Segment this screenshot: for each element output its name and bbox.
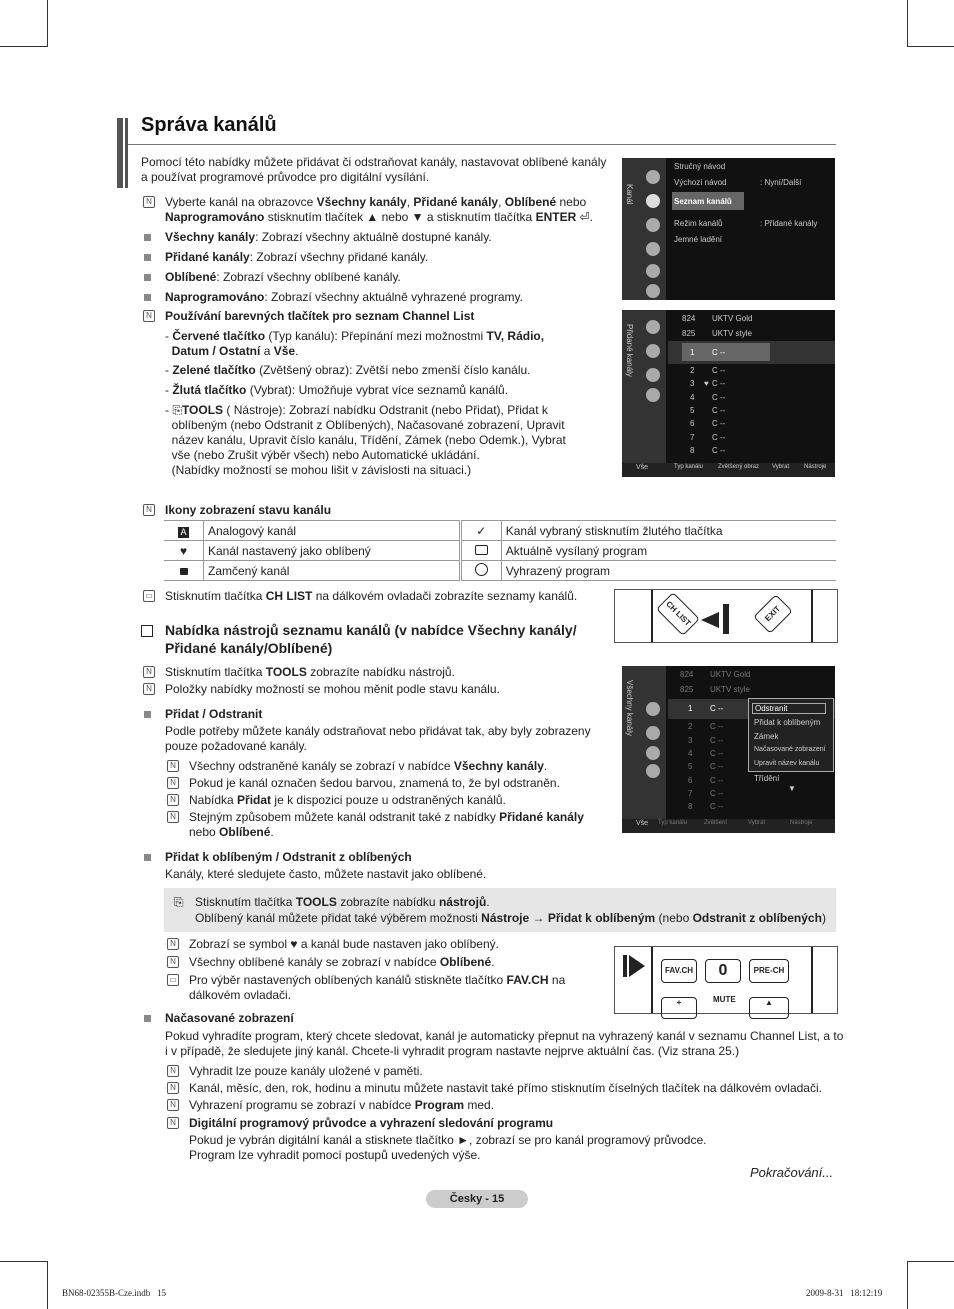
osd-ch-name: UKTV style xyxy=(712,329,753,338)
osd-list-ch: C -- xyxy=(710,704,724,713)
note-icon: N xyxy=(167,1082,179,1094)
osd-list-ch: C -- xyxy=(710,776,724,785)
bullet-square xyxy=(144,254,151,261)
prech-button[interactable]: PRE-CH xyxy=(749,959,789,983)
osd-bar-zoom: Zvětšení xyxy=(704,820,728,826)
note-icon: N xyxy=(143,666,155,678)
osd-ch-name: UKTV Gold xyxy=(712,314,753,323)
remote-note-icon: ▭ xyxy=(143,590,155,602)
osd-bar-tools: Nástroje xyxy=(804,464,827,470)
timer-note-4-title: Digitální programový průvodce a vyhrazení sledování programu xyxy=(189,1116,554,1130)
osd-row: Jemné ladění xyxy=(674,235,723,244)
red-button-desc: - Červené tlačítko (Typ kanálu): Přepínání mezi možnostmi TV, Rádio, Datum / Ostatní a Vše. xyxy=(165,329,545,358)
exit-button[interactable]: EXIT xyxy=(753,594,793,634)
osd-list-ch: C -- xyxy=(710,802,724,811)
bullet-favorites: Oblíbené: Zobrazí všechny oblíbené kanály. xyxy=(165,270,401,284)
osd-list-ch: C -- xyxy=(712,393,726,402)
remote-chlist-illustration xyxy=(614,589,838,643)
osd-bar-zoom: Zvětšený obraz xyxy=(718,464,760,470)
osd-side-label: Kanál xyxy=(625,184,634,205)
note-icon: N xyxy=(167,760,179,772)
osd-row-value: : Přidané kanály xyxy=(760,219,818,228)
osd-list-item[interactable]: 5 xyxy=(690,406,695,415)
bullet-square xyxy=(144,234,151,241)
add-note-3: Nabídka Přidat je k dispozici pouze u odstraněných kanálů. xyxy=(189,793,506,807)
channel-up-button[interactable]: ▲ xyxy=(749,997,789,1019)
antenna-icon xyxy=(646,170,660,184)
osd-all-channels-tools xyxy=(622,666,835,833)
remote-favch-illustration xyxy=(614,946,838,1014)
timer-text: Pokud vyhradíte program, který chcete sledovat, kanál je automaticky přepnut na vyhrazený kanál v seznamu Channel List, a to i v případě, že sledujete jiný kanál. Chcete-li vyhradit program nastavte nejprve aktuální čas. (Viz strana 25.) xyxy=(165,1029,844,1058)
osd-list-fav: ♥ xyxy=(704,379,709,388)
osd-bar-select: Vybrat xyxy=(772,464,790,470)
osd-list-item[interactable]: 1 xyxy=(690,348,695,357)
timer-note-3: Vyhrazení programu se zobrazí v nabídce Program med. xyxy=(189,1098,495,1112)
osd-channel-menu xyxy=(622,158,835,300)
osd-list-item[interactable]: 8 xyxy=(688,802,693,811)
section-title: Nabídka nástrojů seznamu kanálů (v nabídce Všechny kanály/ Přidané kanály/Oblíbené) xyxy=(165,622,577,656)
continued-label: Pokračování... xyxy=(750,1165,834,1180)
osd-list-ch: C -- xyxy=(712,406,726,415)
timer-title: Načasované zobrazení xyxy=(165,1011,294,1025)
remote-note-icon: ▭ xyxy=(167,974,179,986)
input-icon xyxy=(646,264,660,278)
status-label: Vyhrazený program xyxy=(501,561,836,581)
note-icon: N xyxy=(167,938,179,950)
clock-icon xyxy=(646,764,660,778)
check-icon: ✓ xyxy=(460,521,501,541)
note-icon: N xyxy=(167,1117,179,1129)
intro-text: Pomocí této nabídky můžete přidávat či odstraňovat kanály, nastavovat oblíbené kanály a používat programové průvodce pro digitální vysílání. xyxy=(141,155,607,184)
add-remove-text: Podle potřeby můžete kanály odstraňovat nebo přidávat tak, aby byly zobrazeny pouze požadované kanály. xyxy=(165,724,591,753)
osd-list-ch: C -- xyxy=(710,722,724,731)
osd-ch-num: 825 xyxy=(682,329,696,338)
osd-ch-num: 825 xyxy=(680,685,694,694)
page-title: Správa kanálů xyxy=(141,114,277,136)
status-label: Aktuálně vysílaný program xyxy=(501,541,836,561)
add-note-4: Stejným způsobem můžete kanál odstranit také z nabídky Přidané kanály nebo Oblíbené. xyxy=(189,810,584,839)
heart-icon xyxy=(646,746,660,760)
note-icon: N xyxy=(167,1099,179,1111)
color-buttons-heading: Používání barevných tlačítek pro seznam Channel List xyxy=(165,309,475,323)
status-label: Kanál nastavený jako oblíbený xyxy=(204,541,461,561)
osd-bar-tools: Nástroje xyxy=(790,820,813,826)
bullet-square xyxy=(144,1015,151,1022)
note-icon: N xyxy=(167,794,179,806)
note-icon: N xyxy=(143,683,155,695)
note-icon: N xyxy=(167,956,179,968)
tools-menu-item[interactable]: Odstranit xyxy=(752,703,826,714)
tools-menu-item[interactable]: Načasované zobrazení xyxy=(754,746,826,753)
bullet-added-channels: Přidané kanály: Zobrazí všechny přidané kanály. xyxy=(165,250,429,264)
osd-row: Režim kanálů xyxy=(674,219,723,228)
osd-list-item[interactable]: 6 xyxy=(690,419,695,428)
osd-list-ch: C -- xyxy=(712,433,726,442)
note-icon: N xyxy=(167,811,179,823)
fav-note-1: Zobrazí se symbol ♥ a kanál bude nastaven jako oblíbený. xyxy=(189,937,499,951)
favorites-box-line2: Oblíbený kanál můžete přidat také výběrem možnosti Nástroje → Přidat k oblíbeným (nebo Odstranit z oblíbených) xyxy=(195,911,826,925)
timer-note-4-text: Pokud je vybrán digitální kanál a stisknete tlačítko ►, zobrazí se pro kanál programový průvodce. Program lze vyhradit pomocí postupů uvedených výše. xyxy=(189,1133,707,1162)
osd-row-selected[interactable]: Seznam kanálů xyxy=(674,197,732,206)
osd-list-item[interactable]: 6 xyxy=(688,776,693,785)
tools-button-desc: - ⎘TOOLS ( Nástroje): Zobrazí nabídku Odstranit (nebo Přidat), Přidat k oblíbeným (nebo Odstranit z Oblíbených), Načasované zobrazení, Upravit název kanálu, Upravit číslo kanálu, Třídění, Zámek (nebo Odemk.), Vybrat vše (nebo Zrušit výběr všech) nebo Automatické ukládání. (Nabídky možností se mohou lišit v závislosti na situaci.) xyxy=(165,403,566,477)
tv-icon xyxy=(460,541,501,561)
fav-note-3: Pro výběr nastavených oblíbených kanálů stiskněte tlačítko FAV.CH na dálkovém ovladači. xyxy=(189,973,566,1002)
add-note-2: Pokud je kanál označen šedou barvou, znamená to, že byl odstraněn. xyxy=(189,776,560,790)
analog-icon: A xyxy=(164,521,204,541)
bullet-all-channels: Všechny kanály: Zobrazí všechny aktuálně dostupné kanály. xyxy=(165,230,492,244)
channel-icon xyxy=(646,194,660,208)
osd-list-item[interactable]: 3 xyxy=(690,379,695,388)
fav-note-2: Všechny oblíbené kanály se zobrazí v nabídce Oblíbené. xyxy=(189,955,495,969)
tools-menu-item[interactable]: Zámek xyxy=(754,732,779,741)
bullet-square xyxy=(144,854,151,861)
osd-bar-select: Vybrat xyxy=(748,820,766,826)
sound-icon xyxy=(646,242,660,256)
table-row xyxy=(164,561,836,581)
bar-marker xyxy=(723,604,729,634)
osd-row: Výchozí návod xyxy=(674,178,727,187)
osd-highlight-inner xyxy=(682,343,770,361)
osd-list-item[interactable]: 1 xyxy=(688,704,693,713)
title-accent-bar xyxy=(117,118,123,188)
favorites-title: Přidat k oblíbeným / Odstranit z oblíbených xyxy=(165,850,412,864)
tools-menu-item[interactable]: Přidat k oblíbeným xyxy=(754,718,821,727)
note-icon: N xyxy=(167,777,179,789)
table-row xyxy=(164,541,836,561)
osd-list-ch: C -- xyxy=(712,446,726,455)
imprint-left: BN68-02355B-Cze.indb 15 xyxy=(62,1288,166,1298)
status-label: Analogový kanál xyxy=(204,521,461,541)
osd-list-ch: C -- xyxy=(712,419,726,428)
osd-list-ch: C -- xyxy=(712,379,726,388)
osd-list-ch: C -- xyxy=(712,366,726,375)
osd-side-label: Přidané kanály xyxy=(625,324,634,377)
imprint-right: 2009-8-31 18:12:19 xyxy=(806,1288,883,1298)
timer-note-1: Vyhradit lze pouze kanály uložené v paměti. xyxy=(189,1064,423,1078)
yellow-button-desc: - Žlutá tlačítko (Vybrat): Umožňuje vybrat více seznamů kanálů. xyxy=(165,383,509,397)
arrow-marker-icon xyxy=(623,955,627,977)
checkbox-icon xyxy=(141,625,153,637)
note-icon: N xyxy=(143,310,155,322)
osd-bar-all: Vše xyxy=(636,464,649,471)
clock-icon xyxy=(460,561,501,581)
osd-list-ch: C -- xyxy=(710,749,724,758)
zero-button[interactable]: 0 xyxy=(705,959,741,983)
osd-ch-num: 824 xyxy=(680,670,694,679)
osd-ch-name: UKTV Gold xyxy=(710,670,751,679)
bullet-square xyxy=(144,294,151,301)
bullet-square xyxy=(144,274,151,281)
osd-bar-type: Typ kanálu xyxy=(658,820,688,826)
timer-note-2: Kanál, měsíc, den, rok, hodinu a minutu můžete nastavit také přímo stisknutím číselných tlačítek na dálkovém ovladači. xyxy=(189,1081,822,1095)
arrow-marker-icon xyxy=(629,955,645,977)
pencil-icon xyxy=(646,726,660,740)
osd-bar-all: Vše xyxy=(636,820,649,827)
gear-icon xyxy=(646,218,660,232)
osd-added-channels xyxy=(622,310,835,477)
pencil-icon xyxy=(646,344,660,358)
tools-menu-item[interactable]: Třídění xyxy=(754,774,780,783)
osd-list-item[interactable]: 3 xyxy=(688,736,693,745)
osd-ch-name: UKTV style xyxy=(710,685,751,694)
support-icon xyxy=(646,284,660,298)
favorites-box-line1: Stisknutím tlačítka TOOLS zobrazíte nabídku nástrojů. xyxy=(195,895,490,909)
osd-list-item[interactable]: 7 xyxy=(688,789,693,798)
status-icons-heading: Ikony zobrazení stavu kanálu xyxy=(165,503,332,517)
osd-list-ch: C -- xyxy=(710,736,724,745)
heart-icon xyxy=(646,368,660,382)
osd-ch-num: 824 xyxy=(682,314,696,323)
tools-menu-item[interactable]: Upravit název kanálu xyxy=(754,760,820,767)
chlist-note: Stisknutím tlačítka CH LIST na dálkovém ovladači zobrazíte seznamy kanálů. xyxy=(165,589,578,603)
favorites-text: Kanály, které sledujete často, můžete nastavit jako oblíbené. xyxy=(165,867,487,881)
osd-list-item[interactable]: 2 xyxy=(688,722,693,731)
status-icons-table xyxy=(164,520,836,581)
tools-note: Stisknutím tlačítka TOOLS zobrazíte nabídku nástrojů. xyxy=(165,665,455,679)
osd-list-item[interactable]: 5 xyxy=(688,762,693,771)
osd-list-ch: C -- xyxy=(710,789,724,798)
chlist-button[interactable]: CH LIST xyxy=(656,592,700,636)
title-underline xyxy=(128,144,836,145)
favch-button[interactable]: FAV.CH xyxy=(661,959,697,983)
title-accent-bar-2 xyxy=(125,118,128,188)
tools-small-icon: ⎘ xyxy=(174,895,184,909)
heart-icon: ♥ xyxy=(164,541,204,561)
note-icon: N xyxy=(143,196,155,208)
options-note: Položky nabídky možností se mohou měnit podle stavu kanálu. xyxy=(165,682,500,696)
bullet-square xyxy=(144,711,151,718)
osd-list-ch: C -- xyxy=(710,762,724,771)
osd-list-ch: C -- xyxy=(712,348,726,357)
page-footer: Česky - 15 xyxy=(426,1190,528,1208)
bullet-programmed: Naprogramováno: Zobrazí všechny aktuálně vyhrazené programy. xyxy=(165,290,523,304)
green-button-desc: - Zelené tlačítko (Zvětšený obraz): Zvětší nebo zmenší číslo kanálu. xyxy=(165,363,531,377)
note-icon: N xyxy=(167,1065,179,1077)
osd-list-item[interactable]: 7 xyxy=(690,433,695,442)
clock-icon xyxy=(646,388,660,402)
osd-list-item[interactable]: 4 xyxy=(688,749,693,758)
antenna-icon xyxy=(646,320,660,334)
osd-side-label: Všechny kanály xyxy=(625,680,634,737)
volume-up-button[interactable]: + xyxy=(661,997,697,1019)
lock-icon xyxy=(164,561,204,581)
osd-bar-type: Typ kanálu xyxy=(674,464,704,470)
osd-list-item[interactable]: 2 xyxy=(690,366,695,375)
osd-row-value: : Nyní/Další xyxy=(760,178,802,187)
note-icon: N xyxy=(143,504,155,516)
add-note-1: Všechny odstraněné kanály se zobrazí v nabídce Všechny kanály. xyxy=(189,759,548,773)
osd-row: Stručný návod xyxy=(674,162,726,171)
status-label: Kanál vybraný stisknutím žlutého tlačítka xyxy=(501,521,836,541)
osd-list-item[interactable]: 4 xyxy=(690,393,695,402)
add-remove-title: Přidat / Odstranit xyxy=(165,707,263,721)
status-label: Zamčený kanál xyxy=(204,561,461,581)
antenna-icon xyxy=(646,702,660,716)
arrow-marker-icon xyxy=(701,612,719,628)
osd-list-item[interactable]: 8 xyxy=(690,446,695,455)
mute-label: MUTE xyxy=(713,995,736,1004)
scroll-down-icon[interactable]: ▼ xyxy=(788,784,796,793)
table-row xyxy=(164,521,836,541)
note-select-channel: Vyberte kanál na obrazovce Všechny kanály, Přidané kanály, Oblíbené nebo Naprogramováno stisknutím tlačítek ▲ nebo ▼ a stisknutím tlačítka ENTER ⏎. xyxy=(165,195,593,224)
